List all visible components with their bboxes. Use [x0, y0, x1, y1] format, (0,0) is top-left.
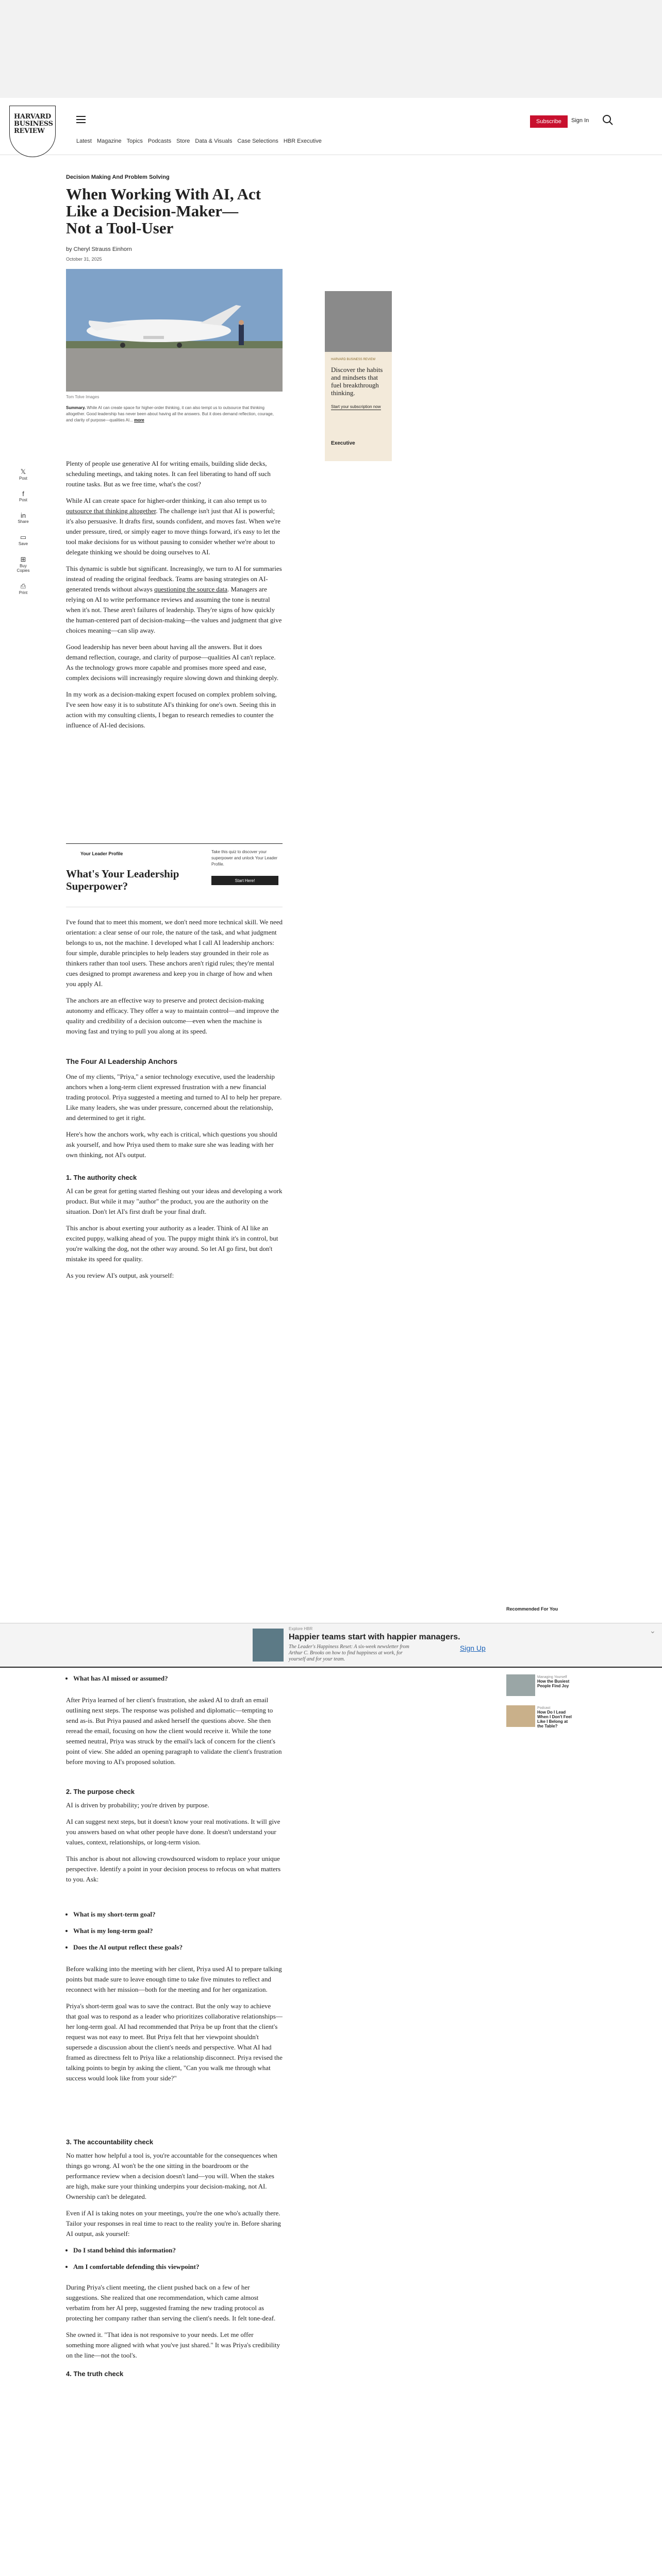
- leader-profile-title: What's Your Leadership Superpower?: [66, 868, 179, 892]
- paragraph: Plenty of people use generative AI for writing emails, building slide decks, scheduling meetings, and taking notes. It can feel liberating to hand off such routine tasks. But as we free time, what's the cost?: [66, 460, 271, 488]
- recommended-caption: [537, 1674, 573, 1688]
- article-title: When Working With AI, Act Like a Decision-Maker—Not a Tool-User: [66, 185, 261, 237]
- facebook-icon: f: [22, 490, 24, 498]
- recommended-item[interactable]: [506, 1705, 573, 1728]
- nav-store[interactable]: Store: [176, 138, 190, 144]
- paragraph-text: While AI can create space for higher-order thinking, it can also tempt us to: [66, 497, 267, 504]
- article-body-authority: [66, 1186, 283, 1287]
- sidebar-ad[interactable]: [325, 291, 392, 461]
- newsletter-thumbnail: [253, 1629, 284, 1662]
- recommended-thumbnail: [506, 1674, 535, 1696]
- paragraph: Before walking into the meeting with her client, Priya used AI to prepare talking points but made sure to leave enough time to take five minutes to reflect and reconnect with her mission—both for the meeting and for her organization.: [66, 1965, 282, 1993]
- section-heading: 1. The authority check: [66, 1174, 137, 1181]
- x-icon: 𝕏: [20, 468, 26, 476]
- newsletter-banner: [0, 1623, 662, 1668]
- paragraph: [66, 564, 283, 636]
- paragraph: During Priya's client meeting, the client pushed back on a few of her suggestions. She realized that one recommendation, which came almost verbatim from her AI prep, suggested framing the new trading protocol as protecting her company rather than serving the client's needs. It felt tone-deaf.: [66, 2283, 276, 2322]
- sign-in-link[interactable]: Sign In: [571, 117, 589, 124]
- share-label: Share: [18, 519, 29, 524]
- leader-profile-promo: [66, 843, 283, 907]
- banner-sign-up-link[interactable]: Sign Up: [460, 1644, 486, 1652]
- share-label: Post: [19, 498, 27, 502]
- nav-data-visuals[interactable]: Data & Visuals: [195, 138, 233, 144]
- paragraph: In my work as a decision-making expert focused on complex problem solving, I've seen how easy it is to substitute AI's thinking for one's own. Seeing this in action with my consulting clients, I began to research remedies to counter the influence of AI-led decisions.: [66, 690, 277, 729]
- paragraph: Even if AI is taking notes on your meetings, you're the one who's actually there. Tailor your responses in real time to react to the reality you're in. Before sharing AI output, ask yourself:: [66, 2209, 281, 2238]
- search-icon[interactable]: [602, 114, 614, 126]
- list-item: • What is my long-term goal?: [73, 1926, 183, 1936]
- paragraph: I've found that to meet this moment, we don't need more technical skill. We need orientation: a clear sense of our role, the nature of the task, and what judgment belongs to us, not the machine. I developed what I call AI leadership anchors: four simple, durable principles to help leaders stay grounded in their role as thinkers rather than tool users. These anchors aren't rigid rules; they're mental cues designed to prompt awareness and keep you in charge of how and when you apply AI.: [66, 918, 283, 988]
- paragraph-text: . The challenge isn't just that AI is powerful; it's also persuasive. It drafts first, sounds confident, and moves fast. When we're under pressure, tired, or simply eager to move things forward, it's easy to let the tool make decisions for us without pausing to consider whether we're about to delegate thinking we should be doing ourselves to AI.: [66, 507, 281, 556]
- paragraph: This anchor is about not allowing crowdsourced wisdom to replace your unique perspective. Identify a point in your decision process to refocus on what matters to you. Ask:: [66, 1855, 281, 1883]
- ad-brand: Executive: [331, 440, 355, 446]
- inline-link[interactable]: outsource that thinking altogether: [66, 507, 156, 515]
- question-list: [66, 1673, 168, 1690]
- banner-headline: Happier teams start with happier managers.: [289, 1633, 460, 1641]
- subscribe-button[interactable]: Subscribe: [530, 115, 568, 128]
- share-facebook[interactable]: [15, 490, 31, 502]
- paragraph: No matter how helpful a tool is, you're accountable for the consequences when things go wrong. AI won't be the one sitting in the boardroom or the performance review when a decision doesn't land—you will. When the stakes are high, make sure your thinking underpins your decision-making, not AI. Ownership can't be delegated.: [66, 2151, 277, 2200]
- share-label: Save: [18, 541, 28, 546]
- list-item: • Does the AI output reflect these goals?: [73, 1942, 183, 1953]
- article-body-intro: [66, 459, 283, 737]
- hbr-logo[interactable]: HARVARD BUSINESS REVIEW: [9, 106, 56, 157]
- list-item: • What is my short-term goal?: [73, 1909, 183, 1920]
- paragraph: Here's how the anchors work, why each is critical, which questions you should ask yourself, and how Priya used them to make sure she was leading with her own thinking, not AI's output.: [66, 1130, 277, 1159]
- summary-label: Summary.: [66, 405, 86, 410]
- leader-profile-desc: Take this quiz to discover your superpower and unlock Your Leader Profile.: [211, 850, 278, 867]
- leader-profile-label: Your Leader Profile: [80, 851, 123, 856]
- paragraph: This anchor is about exerting your authority as a leader. Think of AI like an excited puppy, walking ahead of you. The puppy might think it's in control, but you're walking the dog, not the other way around. So let AI go first, but don't mistake its speed for quality.: [66, 1224, 278, 1263]
- summary-more-link[interactable]: more: [134, 418, 144, 422]
- ad-headline: Discover the habits and mindsets that fuel breakthrough thinking.: [331, 366, 383, 397]
- image-credit: Tom Tolve Images: [66, 395, 100, 399]
- section-heading: 3. The accountability check: [66, 2138, 154, 2146]
- paragraph: After Priya learned of her client's frustration, she asked AI to draft an email outlining next steps. The response was polished and diplomatic—tempting to send as-is. But Priya paused and asked herself the questions above. She then reread the email, focusing on how the client would receive it. While the tone seemed neutral, Priya was struck by the email's lack of concern for the client's point of view. She added an opening paragraph to validate the client's frustration before moving to AI's proposed solution.: [66, 1696, 282, 1766]
- print-icon: ⎙: [20, 582, 26, 590]
- nav-magazine[interactable]: Magazine: [96, 138, 122, 144]
- section-heading: 4. The truth check: [66, 2370, 124, 2378]
- article-body-purpose: [66, 1800, 283, 1891]
- recommended-heading: Recommended For You: [506, 1606, 558, 1612]
- nav-latest[interactable]: Latest: [76, 138, 92, 144]
- nav-case-selections[interactable]: Case Selections: [237, 138, 278, 144]
- question-list: [66, 2245, 199, 2278]
- print-button[interactable]: [15, 582, 31, 595]
- list-item: • What has AI missed or assumed?: [73, 1673, 168, 1684]
- start-quiz-button[interactable]: Start Here!: [211, 876, 278, 885]
- article-body-priya3: [66, 2282, 283, 2367]
- paragraph: AI can be great for getting started fleshing out your ideas and developing a work product. But while it may "author" the product, you are the authority on the situation. Don't let AI's first draft be your final draft.: [66, 1187, 283, 1215]
- hero-image: [66, 269, 283, 392]
- article-byline[interactable]: by Cheryl Strauss Einhorn: [66, 246, 132, 252]
- paragraph: She owned it. "That idea is not responsive to your needs. Let me offer something more aligned with what you've just shared." It was Priya's credibility on the line—not the tool's.: [66, 2331, 280, 2359]
- nav-topics[interactable]: Topics: [126, 138, 143, 144]
- share-toolbar: [15, 468, 31, 604]
- save-button[interactable]: [15, 533, 31, 546]
- recommended-title[interactable]: How Do I Lead When I Don't Feel Like I Belong at the Table?: [537, 1710, 572, 1728]
- share-label: Buy Copies: [16, 564, 30, 573]
- main-nav: [76, 138, 322, 144]
- article-body-main: [66, 917, 283, 1043]
- recommended-caption: [537, 1705, 573, 1728]
- paragraph-text: . Managers are relying on AI to write performance reviews and assuming the tone is neutral when it's not. These aren't failures of leadership. They're signs of how quickly the human-centered part of decision-making—the values and judgment that give choices meaning—can slip away.: [66, 585, 282, 634]
- list-item: • Do I stand behind this information?: [73, 2245, 199, 2256]
- article-topic[interactable]: Decision Making And Problem Solving: [66, 174, 170, 180]
- section-heading: 2. The purpose check: [66, 1788, 135, 1795]
- article-body-accountability: [66, 2150, 283, 2245]
- article-body-priya1: [66, 1695, 283, 1773]
- article-body-anchors: [66, 1072, 283, 1166]
- question-list: [66, 1909, 183, 1959]
- nav-hbr-executive[interactable]: HBR Executive: [283, 138, 322, 144]
- ad-tagline: HARVARD BUSINESS REVIEW: [331, 358, 376, 361]
- banner-description: The Leader's Happiness Reset: A six-week newsletter from Arthur C. Brooks on how to find happiness at work, for yourself and for your team.: [289, 1644, 409, 1662]
- nav-podcasts[interactable]: Podcasts: [147, 138, 172, 144]
- paragraph: Good leadership has never been about having all the answers. But it does demand reflection, courage, and clarity of purpose—qualities AI can't replace. As the technology grows more capable and promises more speed and ease, complex decisions will increasingly require slowing down and thinking deeply.: [66, 643, 279, 682]
- share-label: Print: [19, 590, 28, 595]
- banner-eyebrow: Explore HBR: [289, 1626, 313, 1631]
- menu-icon[interactable]: [76, 116, 86, 123]
- ad-photo: [325, 291, 392, 352]
- paragraph: The anchors are an effective way to preserve and protect decision-making autonomy and efficacy. They offer a way to maintain control—and improve the quality and credibility of a decision outcome—even when the machine is moving fast and trying to pull you along at its speed.: [66, 996, 279, 1035]
- recommended-kicker: Managing Yourself: [537, 1675, 567, 1679]
- recommended-thumbnail: [506, 1705, 535, 1727]
- ad-cta[interactable]: Start your subscription now: [331, 404, 381, 409]
- ad-copy: [331, 357, 387, 410]
- recommended-item[interactable]: [506, 1674, 573, 1696]
- paragraph: One of my clients, "Priya," a senior technology executive, used the leadership anchors when a long-term client expressed frustration with a new financial trading protocol. Priya suggested a meeting and turned to AI to help her prepare. Like many leaders, she was under pressure, concerned about the relationship, and determined to get it right.: [66, 1073, 282, 1122]
- close-icon[interactable]: ⌄: [650, 1626, 656, 1635]
- recommended-kicker: Podcast: [537, 1706, 551, 1710]
- share-label: Post: [19, 476, 27, 481]
- recommended-title[interactable]: How the Busiest People Find Joy: [537, 1679, 570, 1688]
- share-linkedin[interactable]: [15, 512, 31, 524]
- bookmark-icon: ▭: [20, 533, 27, 541]
- paragraph-text: This dynamic is subtle but significant. Increasingly, we turn to AI for summaries instead of reading the original feedback. Teams are basing strategies on AI-generated trends without always: [66, 565, 282, 593]
- paragraph: AI can suggest next steps, but it doesn't know your real motivations. It will give you answers based on what other people have done. It doesn't understand your values, context, relationships, or long-term vision.: [66, 1818, 280, 1846]
- inline-link[interactable]: questioning the source data: [154, 585, 228, 593]
- list-item: • Am I comfortable defending this viewpoint?: [73, 2262, 199, 2272]
- article-date: October 31, 2025: [66, 257, 102, 262]
- cart-icon: ⊞: [20, 555, 26, 563]
- article-summary: [66, 405, 278, 423]
- buy-copies-button[interactable]: [15, 555, 31, 573]
- paragraph: AI is driven by probability; you're driven by purpose.: [66, 1801, 209, 1809]
- paragraph: As you review AI's output, ask yourself:: [66, 1272, 174, 1279]
- top-ad-band: [0, 0, 662, 98]
- share-x[interactable]: [15, 468, 31, 481]
- paragraph: [66, 496, 283, 557]
- section-heading: The Four AI Leadership Anchors: [66, 1057, 177, 1065]
- summary-text: While AI can create space for higher-order thinking, it can also tempt us to outsource that thinking altogether. Good leadership has never been about having all the answers. But it does demand reflection, courage, and clarity of purpose—qualities AI...: [66, 405, 274, 422]
- paragraph: Priya's short-term goal was to save the contract. But the only way to achieve that goal was to respond as a leader who prioritizes collaborative relationships—her long-term goal. AI had recommended that Priya be up front that the client's request was not easy to meet. But Priya felt that her viewpoint shouldn't supersede a discussion about the client's needs and perspective. What AI had framed as directness felt to Priya like a relationship disconnect. Priya revised the talking points to begin by asking the client, "Can you walk me through what success would look like from your side?": [66, 2002, 283, 2082]
- linkedin-icon: in: [20, 512, 26, 519]
- article-body-priya2: [66, 1964, 283, 2090]
